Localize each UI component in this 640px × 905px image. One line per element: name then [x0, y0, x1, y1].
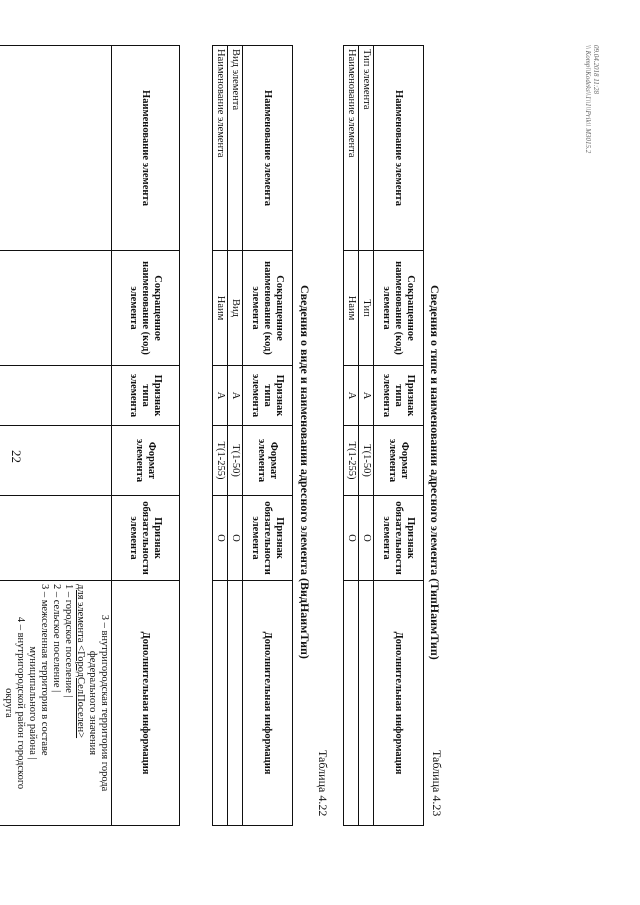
- table-row: Наименование элемента Наим А T(1-255) О: [344, 46, 359, 826]
- table-22-number: Таблица 4.22: [316, 750, 330, 817]
- header-name: Наименование элемента: [112, 46, 180, 251]
- info-cell: [0, 581, 112, 826]
- footer-stamp: 09.04.2018 11:28 \\ Komp\\Kodeks\\1\\1\\Prik\\ M3015.2: [584, 45, 600, 154]
- info-line: округа: [3, 688, 14, 718]
- info-line: 3 – межселенная территория в составе: [39, 584, 50, 756]
- info-line: муниципального района |: [27, 646, 38, 760]
- info-line: федерального значения: [87, 650, 98, 756]
- header-info: Дополнительная информация: [112, 581, 180, 826]
- header-type: Признак типа элемента: [112, 366, 180, 426]
- info-line: 4 – внутригородской район городского: [15, 616, 26, 790]
- table-row: Вид элемента Вид А T(1-50) О: [228, 46, 243, 826]
- info-line: для элемента <ГородСелПоселен>: [75, 584, 86, 739]
- table-header-row: Наименование элемента Сокращенное наименование (код) элемента Признак типа элемента Формат элемента Признак обязательности элемента Дополнительная информация: [374, 46, 424, 826]
- table-header-row: Наименование элемента Сокращенное наименование (код) элемента Признак типа элемента Формат элемента Признак обязательности элемента Дополнительная информация: [243, 46, 293, 826]
- table-22: [212, 45, 293, 826]
- table-23-number-visible: Таблица 4.23: [430, 750, 444, 817]
- header-code: Сокращенное наименование (код) элемента: [112, 251, 180, 366]
- info-line: 3 – внутригородская территория города: [99, 614, 110, 792]
- table-row: Наименование элемента Наим А T(1-255) О: [213, 46, 228, 826]
- table-23-caption: Сведения о типе и наименовании адресного элемента (ТипНаимТип): [428, 285, 442, 660]
- table-top: [0, 45, 180, 826]
- header-format: Формат элемента: [112, 426, 180, 496]
- table-22-caption: Сведения о виде и наименовании адресного элемента (ВидНаимТип): [298, 285, 312, 659]
- table-header-row: [112, 46, 180, 826]
- header-required: Признак обязательности элемента: [112, 496, 180, 581]
- info-line: 1 – городское поселение |: [63, 584, 74, 698]
- table-row: Тип элемента Тип А T(1-50) О: [359, 46, 374, 826]
- page-number: 22: [9, 450, 24, 463]
- table-row: [0, 46, 112, 826]
- info-line: 2 – сельское поселение |: [51, 584, 62, 693]
- table-23: [343, 45, 424, 826]
